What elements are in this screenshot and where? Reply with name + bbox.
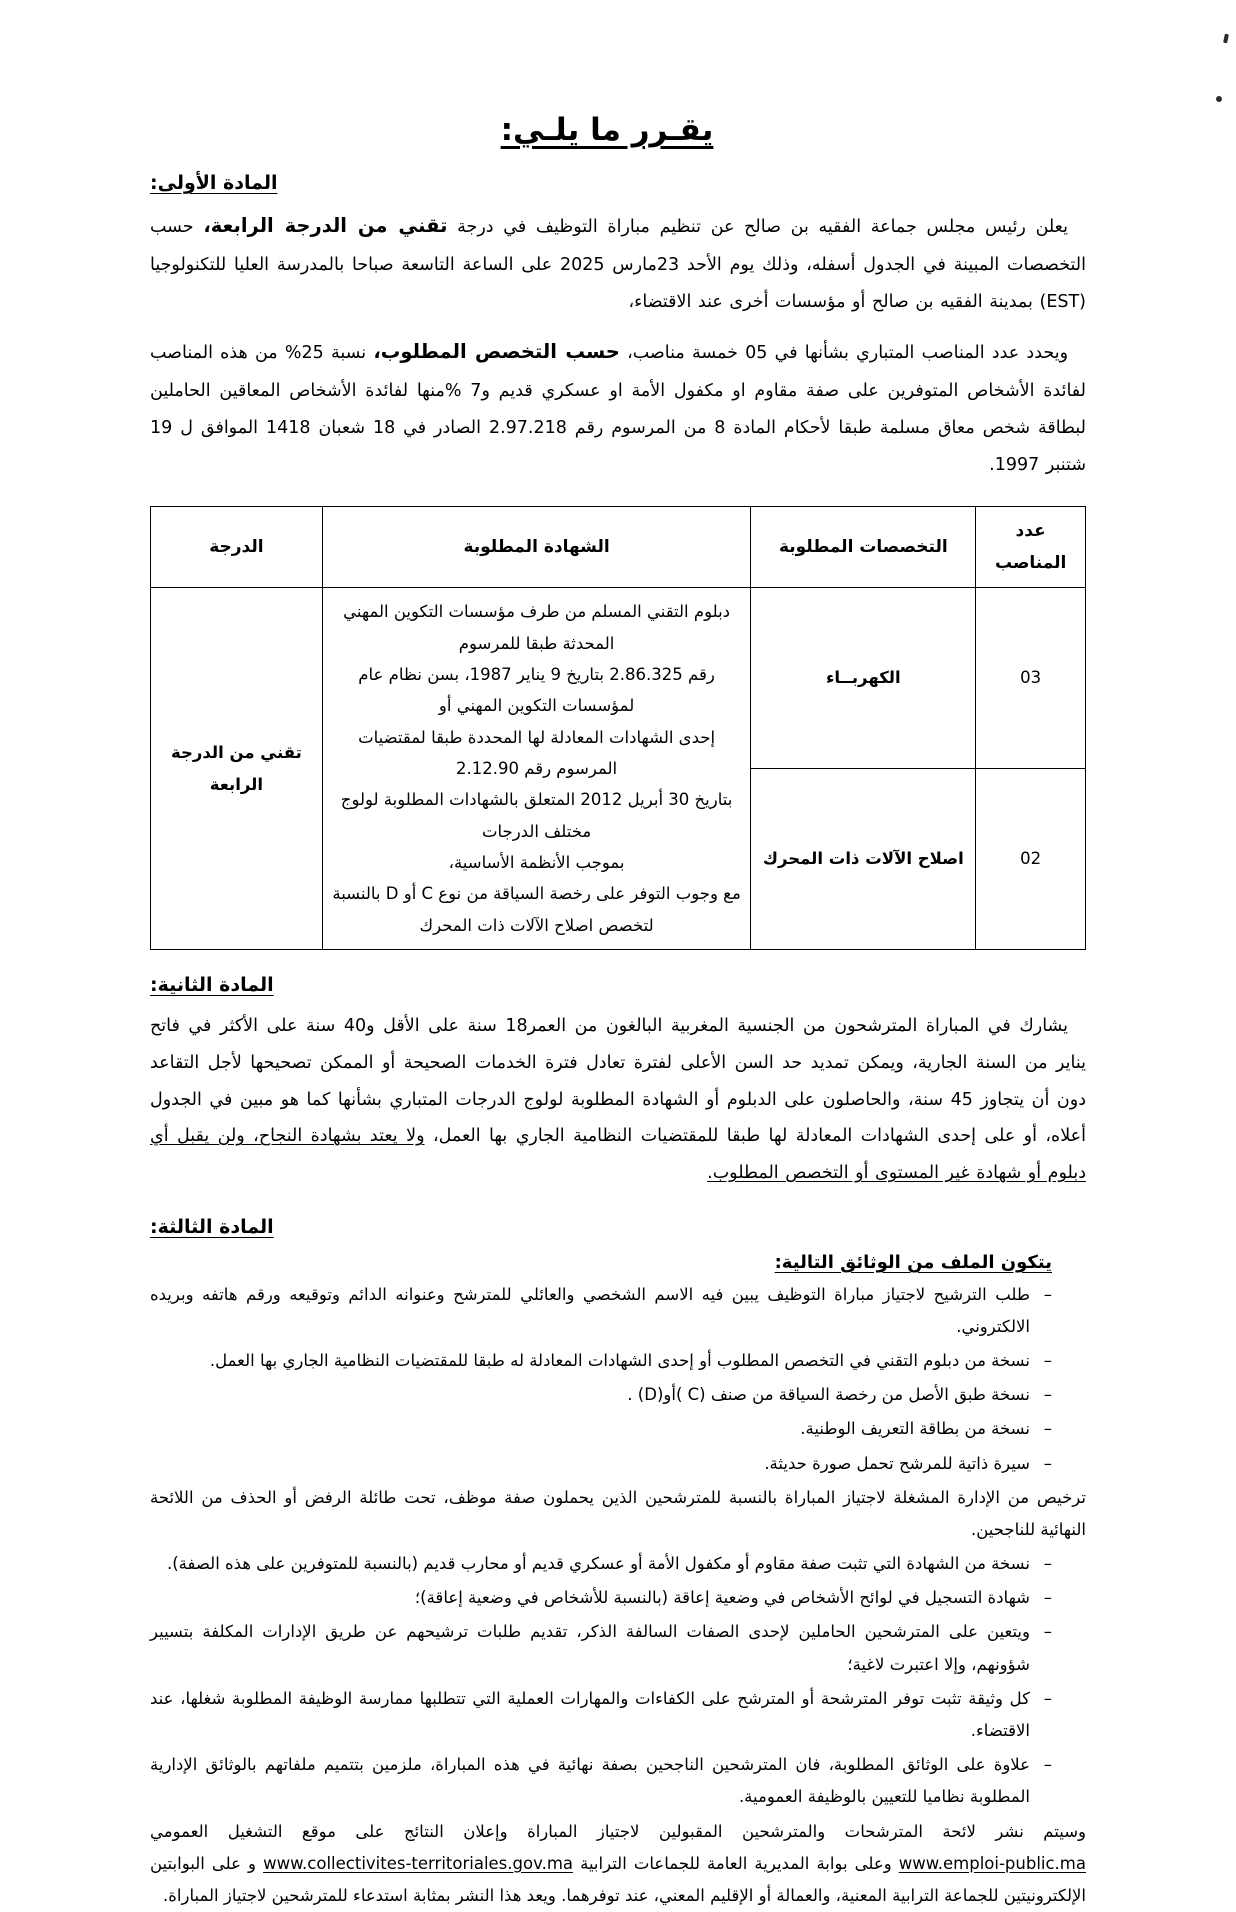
article-one-specialization-emphasis: حسب التخصص المطلوب، — [373, 340, 620, 363]
certificate-line-7: لتخصص اصلاح الآلات ذات المحرك — [329, 910, 745, 941]
article-one-grade-emphasis: تقني من الدرجة الرابعة، — [203, 214, 447, 237]
certificate-line-3: إحدى الشهادات المعادلة لها المحددة طبقا لمقتضيات المرسوم رقم 2.12.90 — [329, 722, 745, 785]
article-two-text: يشارك في المباراة المترشحون من الجنسية المغربية البالغون من العمر18 سنة على الأقل و40 سنة على الأكثر في فاتح يناير من السنة الجارية، ويمكن تمديد حد السن الأعلى لفترة تعادل فترة الخدمات الصحيحة أو الممكن تصحيحها لأجل التقاعد دون أن يتجاوز 45 سنة، والحاصلون على الدبلوم أو الشهادة المطلوبة لولوج الدرجات المتباري بشأنها كما هو مبين في الجدول أعلاه، أو على إحدى الشهادات المعادلة لها طبقا للمقتضيات النظامية الجاري بها العمل، — [150, 1016, 1086, 1146]
list-item: – نسخة طبق الأصل من رخصة السياقة من صنف (C )أو(D) . — [150, 1379, 1052, 1411]
row-two-specialization: اصلاح الآلات ذات المحرك — [751, 769, 976, 950]
emploi-public-link[interactable]: www.emploi-public.ma — [899, 1848, 1086, 1880]
header-grade: الدرجة — [151, 506, 323, 588]
article-one-paragraph-two — [150, 332, 1086, 483]
table-row — [151, 588, 1086, 769]
positions-table — [150, 506, 1086, 950]
file-contents-subheading: يتكون الملف من الوثائق التالية: — [150, 1252, 1086, 1273]
list-item: ترخيص من الإدارة المشغلة لاجتياز المباراة بالنسبة للمترشحين الذين يحملون صفة موظف، تحت طائلة الرفض أو الحذف من اللائحة النهائية للناجحين. — [150, 1482, 1086, 1546]
required-documents-list — [150, 1279, 1086, 1814]
list-item: – نسخة من الشهادة التي تثبت صفة مقاوم أو مكفول الأمة أو عسكري قديم أو محارب قديم (بالنسبة للمتوفرين على هذه الصفة). — [150, 1548, 1052, 1580]
list-item: – علاوة على الوثائق المطلوبة، فان المترشحين الناجحين بصفة نهائية في هذه المباراة، ملزمين بتتميم ملفاتهم بالوثائق الإدارية المطلوبة نظاميا للتعيين بالوظيفة العمومية. — [150, 1749, 1052, 1813]
certificate-line-5: بموجب الأنظمة الأساسية، — [329, 847, 745, 878]
list-item: – شهادة التسجيل في لوائح الأشخاص في وضعية إعاقة (بالنسبة للأشخاص في وضعية إعاقة)؛ — [150, 1582, 1052, 1614]
article-two-underlined-text: ولا يعتد بشهادة النجاح، ولن يقبل أي دبلوم أو شهادة غير المستوى أو التخصص المطلوب. — [150, 1126, 1086, 1183]
article-two-heading: المادة الثانية: — [150, 950, 1086, 996]
publication-text-a: وسيتم نشر لائحة المترشحات والمترشحين المقبولين لاجتياز المباراة وإعلان النتائج على موقع التشغيل العمومي — [150, 1822, 1086, 1841]
header-specialization: التخصصات المطلوبة — [751, 506, 976, 588]
grade-cell: تقني من الدرجة الرابعة — [151, 588, 323, 950]
certificate-line-6: مع وجوب التوفر على رخصة السياقة من نوع C أو D بالنسبة — [329, 878, 745, 909]
list-item: – سيرة ذاتية للمرشح تحمل صورة حديثة. — [150, 1448, 1052, 1480]
article-three-heading: المادة الثالثة: — [150, 1192, 1086, 1238]
header-certificate: الشهادة المطلوبة — [322, 506, 751, 588]
article-one-paragraph-one — [150, 206, 1086, 320]
article-one-par-two-b: نسبة 25% من هذه المناصب لفائدة الأشخاص المتوفرين على صفة مقاوم او مكفول الأمة او عسكري قديم و7 %منها لفائدة الأشخاص المعاقين الحاملين لبطاقة شخص معاق مسلمة طبقا لأحكام المادة 8 من المرسوم رقم 2.97.218 الصادر في 18 شعبان 1418 الموافق ل 19 شتنبر 1997. — [150, 343, 1086, 474]
article-one-par-one-b: حسب التخصصات المبينة في الجدول أسفله، وذلك يوم الأحد 23مارس 2025 على الساعة التاسعة صباحا بالمدرسة العليا للتكنولوجيا (EST) بمدينة الفقيه بن صالح أو مؤسسات أخرى عند الاقتضاء، — [150, 217, 1086, 312]
row-two-count: 02 — [976, 769, 1086, 950]
positions-table-head — [151, 506, 1086, 588]
list-item: – ويتعين على المترشحين الحاملين لإحدى الصفات السالفة الذكر، تقديم طلبات ترشيحهم عن طريق الإدارات المكلفة بتسيير شؤونهم، وإلا اعتبرت لاغية؛ — [150, 1616, 1052, 1680]
article-two-paragraph — [150, 1008, 1086, 1192]
list-item: – نسخة من دبلوم التقني في التخصص المطلوب أو إحدى الشهادات المعادلة له طبقا للمقتضيات النظامية الجاري بها العمل. — [150, 1345, 1052, 1377]
document-title: يقـرر ما يلـي: — [150, 0, 1086, 148]
list-item: – نسخة من بطاقة التعريف الوطنية. — [150, 1413, 1052, 1445]
certificate-line-2: رقم 2.86.325 بتاريخ 9 يناير 1987، بسن نظام عام لمؤسسات التكوين المهني أو — [329, 659, 745, 722]
positions-table-body — [151, 588, 1086, 950]
table-header-row — [151, 506, 1086, 588]
scan-artifact-top — [1223, 34, 1229, 44]
certificate-cell — [322, 588, 751, 950]
publication-text-b: وعلى بوابة المديرية العامة للجماعات الترابية — [580, 1854, 892, 1873]
collectivites-territoriales-link[interactable]: www.collectivites-territoriales.gov.ma — [263, 1848, 573, 1880]
publication-text-c: و على البوابتين الإلكترونيتين للجماعة الترابية المعنية، والعمالة أو الإقليم المعني، عند توفرهما. ويعد هذا النشر بمثابة استدعاء للمترشحين لاجتياز المباراة. — [150, 1854, 1086, 1905]
article-one-par-one-a: يعلن رئيس مجلس جماعة الفقيه بن صالح عن تنظيم مباراة التوظيف في درجة — [457, 217, 1068, 237]
article-one-heading: المادة الأولى: — [150, 148, 1086, 194]
certificate-line-1: دبلوم التقني المسلم من طرف مؤسسات التكوين المهني المحدثة طبقا للمرسوم — [329, 596, 745, 659]
header-count: عدد المناصب — [976, 506, 1086, 588]
article-one-par-two-a: ويحدد عدد المناصب المتباري بشأنها في 05 خمسة مناصب، — [627, 343, 1068, 363]
list-item: – طلب الترشيح لاجتياز مباراة التوظيف يبين فيه الاسم الشخصي والعائلي للمترشح وعنوانه الدائم وتوقيعه ورقم هاتفه وبريده الالكتروني. — [150, 1279, 1052, 1343]
publication-notice — [150, 1816, 1086, 1912]
scan-artifact-second — [1216, 96, 1222, 102]
certificate-line-4: بتاريخ 30 أبريل 2012 المتعلق بالشهادات المطلوبة لولوج مختلف الدرجات — [329, 784, 745, 847]
row-one-specialization: الكهربــاء — [751, 588, 976, 769]
row-one-count: 03 — [976, 588, 1086, 769]
list-item: – كل وثيقة تثبت توفر المترشحة أو المترشح على الكفاءات والمهارات العملية التي تتطلبها ممارسة الوظيفة المطلوبة شغلها، عند الاقتضاء. — [150, 1683, 1052, 1747]
